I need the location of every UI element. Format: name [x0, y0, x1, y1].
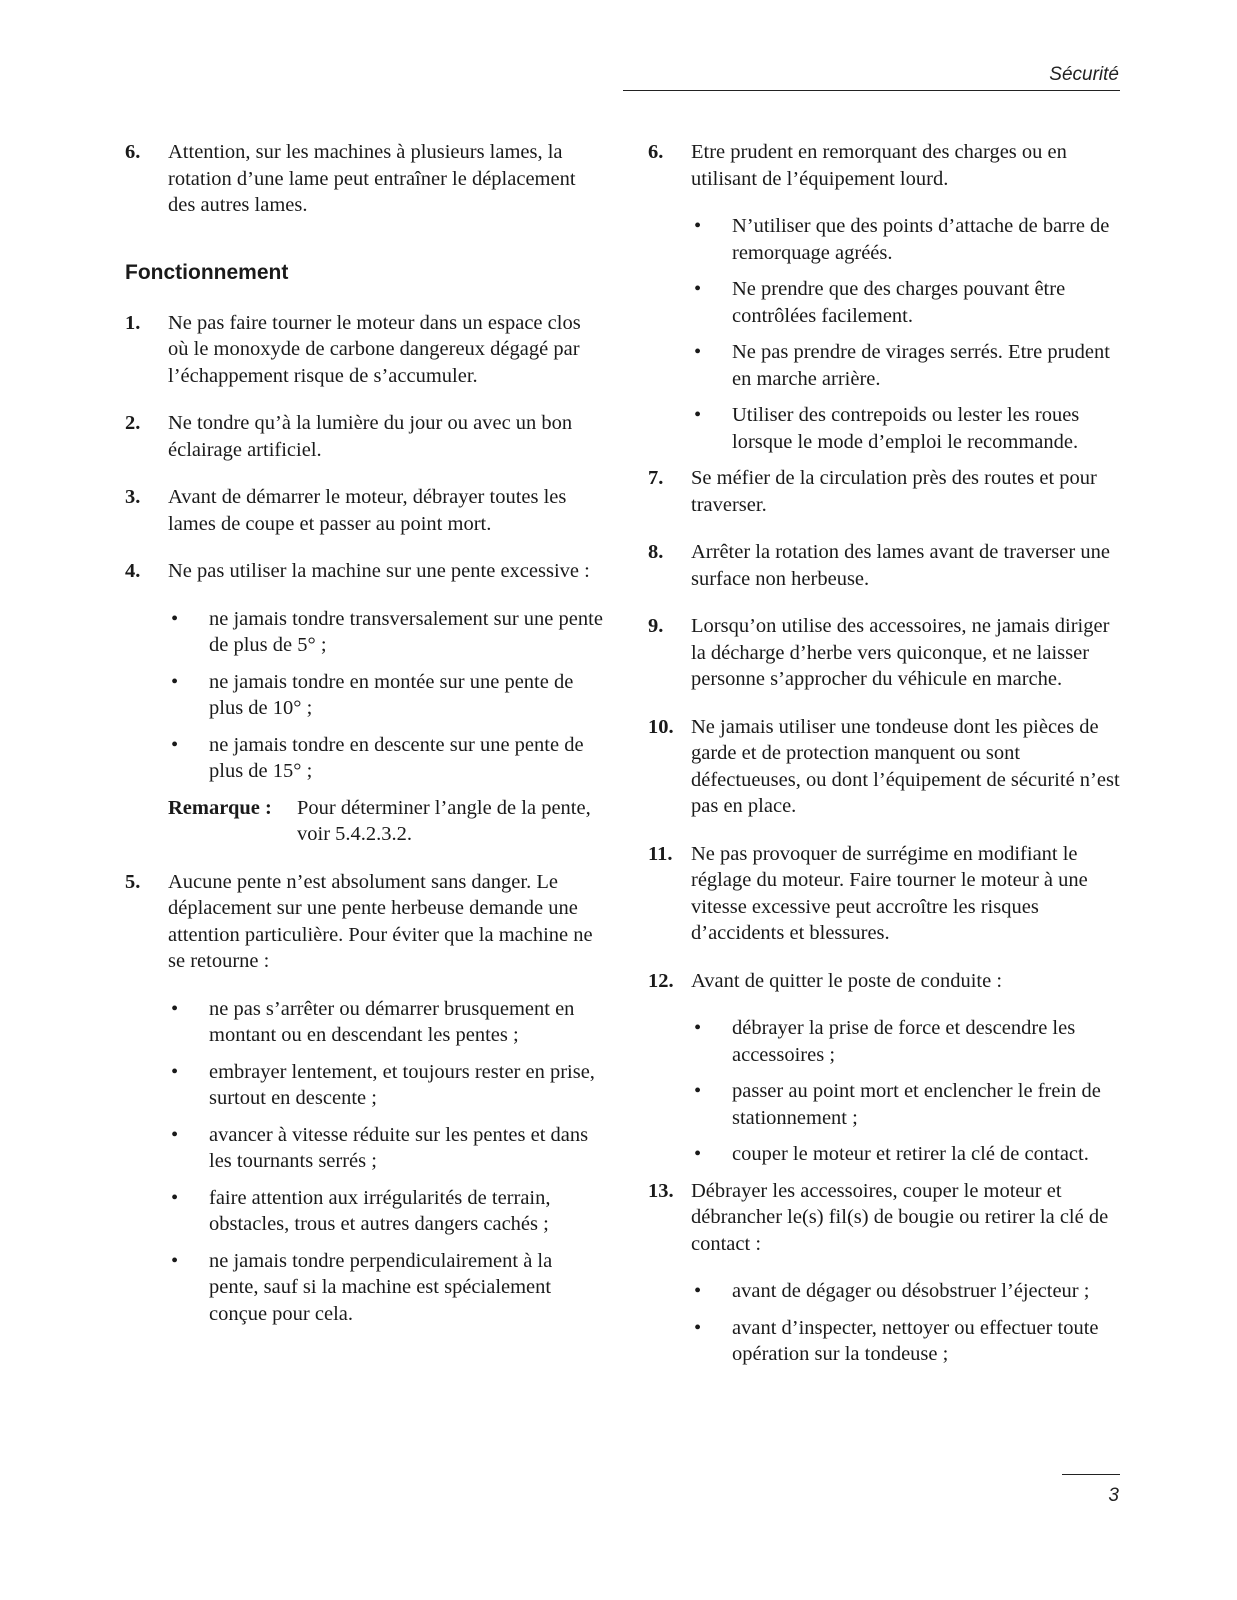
footer-rule: [1062, 1474, 1120, 1475]
bullet-item: • passer au point mort et enclencher le frein de stationnement ;: [694, 1080, 1101, 1129]
bullet-item: • couper le moteur et retirer la clé de contact.: [691, 1141, 1123, 1168]
item-number: 5.: [125, 870, 141, 893]
bullet-glyph: •: [171, 1186, 179, 1209]
list-item: [125, 869, 605, 1328]
bullet-glyph: •: [694, 1143, 702, 1165]
item-text: Se méfier de la circulation près des routes et pour traverser.: [691, 467, 1097, 516]
bullet-item: • ne pas s’arrêter ou démarrer brusquement en montant ou en descendant les pentes ;: [171, 997, 575, 1046]
remark-note: [168, 795, 605, 848]
bullet-glyph: •: [171, 1060, 179, 1083]
bullet-glyph: •: [171, 1249, 179, 1272]
item-number: 11.: [648, 842, 673, 865]
item-text: Avant de démarrer le moteur, débrayer toutes les lames de coupe et passer au point mort.: [168, 486, 567, 535]
bullet-glyph: •: [694, 215, 702, 237]
section-heading: Fonctionnement: [125, 260, 289, 284]
list-item: [125, 484, 605, 537]
item-text: Aucune pente n’est absolument sans danger. Le déplacement sur une pente herbeuse demande une attention particulière. Pour éviter que la machine ne se retourne :: [168, 870, 593, 972]
bullet-glyph: •: [171, 670, 179, 693]
list-item: [648, 841, 1123, 947]
bullet-glyph: •: [171, 997, 179, 1020]
item-number: 10.: [648, 715, 674, 738]
bullet-glyph: •: [694, 1017, 702, 1039]
bullet-list: [691, 1015, 1123, 1168]
item-number: 7.: [648, 467, 664, 489]
item-text: Ne pas utiliser la machine sur une pente excessive :: [168, 560, 590, 582]
bullet-list: [691, 1278, 1123, 1368]
remark-text: Pour déterminer l’angle de la pente, voir 5.4.2.3.2.: [297, 796, 591, 845]
bullet-list: [168, 996, 605, 1328]
item-text: Lorsqu’on utilise des accessoires, ne jamais diriger la décharge d’herbe vers quiconque, et ne laisser personne s’approcher du véhicule en marche.: [691, 615, 1110, 690]
bullet-glyph: •: [694, 341, 702, 363]
bullet-list: [691, 213, 1123, 455]
left-column: [125, 139, 605, 1348]
running-header: Sécurité: [1049, 64, 1119, 85]
bullet-glyph: •: [171, 733, 179, 756]
list-item: [648, 968, 1123, 1168]
bullet-glyph: •: [694, 1080, 702, 1102]
list-item: [648, 613, 1123, 693]
bullet-item: • ne jamais tondre transversalement sur une pente de plus de 5° ;: [171, 607, 603, 656]
list-item: [125, 410, 605, 463]
list-item: [125, 139, 605, 219]
bullet-list: [168, 606, 605, 785]
item-number: 2.: [125, 412, 141, 434]
item-number: 12.: [648, 969, 674, 992]
remark-label: Remarque :: [168, 796, 272, 819]
bullet-glyph: •: [694, 1280, 702, 1302]
item-text: Arrêter la rotation des lames avant de traverser une surface non herbeuse.: [691, 541, 1110, 590]
bullet-item: • ne jamais tondre perpendiculairement à la pente, sauf si la machine est spécialement conçue pour cela.: [171, 1249, 553, 1325]
right-column: [648, 139, 1123, 1389]
bullet-glyph: •: [694, 278, 702, 300]
item-text: Ne pas faire tourner le moteur dans un espace clos où le monoxyde de carbone dangereux dégagé par l’échappement risque de s’accumuler.: [168, 311, 581, 387]
item-number: 8.: [648, 541, 664, 563]
bullet-item: • Ne pas prendre de virages serrés. Etre prudent en marche arrière.: [694, 341, 1110, 390]
item-number: 4.: [125, 560, 141, 582]
item-text: Ne pas provoquer de surrégime en modifiant le réglage du moteur. Faire tourner le moteur à une vitesse excessive peut accroître les risques d’accidents et blessures.: [691, 842, 1088, 944]
bullet-item: • débrayer la prise de force et descendre les accessoires ;: [694, 1017, 1076, 1066]
page-number: 3: [1108, 1485, 1119, 1506]
list-item: [648, 465, 1123, 518]
item-number: 13.: [648, 1179, 674, 1202]
list-item: [125, 558, 605, 848]
item-text: Ne jamais utiliser une tondeuse dont les pièces de garde et de protection manquent ou sont défectueuses, ou dont l’équipement de sécurité n’est pas en place.: [691, 715, 1120, 817]
bullet-item: • Utiliser des contrepoids ou lester les roues lorsque le mode d’emploi le recommande.: [694, 404, 1080, 453]
item-number: 6.: [125, 141, 141, 163]
bullet-item: • faire attention aux irrégularités de terrain, obstacles, trous et autres dangers cachés ;: [171, 1186, 551, 1235]
bullet-item: • ne jamais tondre en montée sur une pente de plus de 10° ;: [171, 670, 574, 719]
item-text: Ne tondre qu’à la lumière du jour ou avec un bon éclairage artificiel.: [168, 412, 573, 461]
list-item: [648, 539, 1123, 592]
bullet-item: • avancer à vitesse réduite sur les pentes et dans les tournants serrés ;: [171, 1123, 589, 1172]
bullet-glyph: •: [171, 607, 179, 630]
bullet-item: • avant d’inspecter, nettoyer ou effectuer toute opération sur la tondeuse ;: [694, 1316, 1099, 1365]
list-item: [648, 139, 1123, 455]
list-item: [648, 1178, 1123, 1368]
bullet-glyph: •: [171, 1123, 179, 1146]
list-item: [648, 714, 1123, 820]
bullet-item: • embrayer lentement, et toujours rester en prise, surtout en descente ;: [171, 1060, 595, 1109]
bullet-glyph: •: [694, 404, 702, 426]
bullet-item: • N’utiliser que des points d’attache de barre de remorquage agréés.: [694, 215, 1110, 264]
item-number: 1.: [125, 311, 141, 334]
item-number: 9.: [648, 615, 664, 637]
item-text: Débrayer les accessoires, couper le moteur et débrancher le(s) fil(s) de bougie ou retirer la clé de contact :: [691, 1179, 1109, 1255]
bullet-item: • Ne prendre que des charges pouvant être contrôlées facilement.: [694, 278, 1066, 327]
item-text: Avant de quitter le poste de conduite :: [691, 969, 1003, 992]
bullet-glyph: •: [694, 1316, 702, 1339]
item-number: 3.: [125, 486, 141, 508]
bullet-item: • avant de dégager ou désobstruer l’éjecteur ;: [691, 1278, 1123, 1305]
list-item: [125, 310, 605, 390]
item-text: Attention, sur les machines à plusieurs lames, la rotation d’une lame peut entraîner le déplacement des autres lames.: [168, 141, 576, 216]
item-number: 6.: [648, 141, 664, 163]
bullet-item: • ne jamais tondre en descente sur une pente de plus de 15° ;: [171, 733, 584, 782]
item-text: Etre prudent en remorquant des charges ou en utilisant de l’équipement lourd.: [691, 141, 1067, 190]
header-rule: [623, 90, 1120, 91]
